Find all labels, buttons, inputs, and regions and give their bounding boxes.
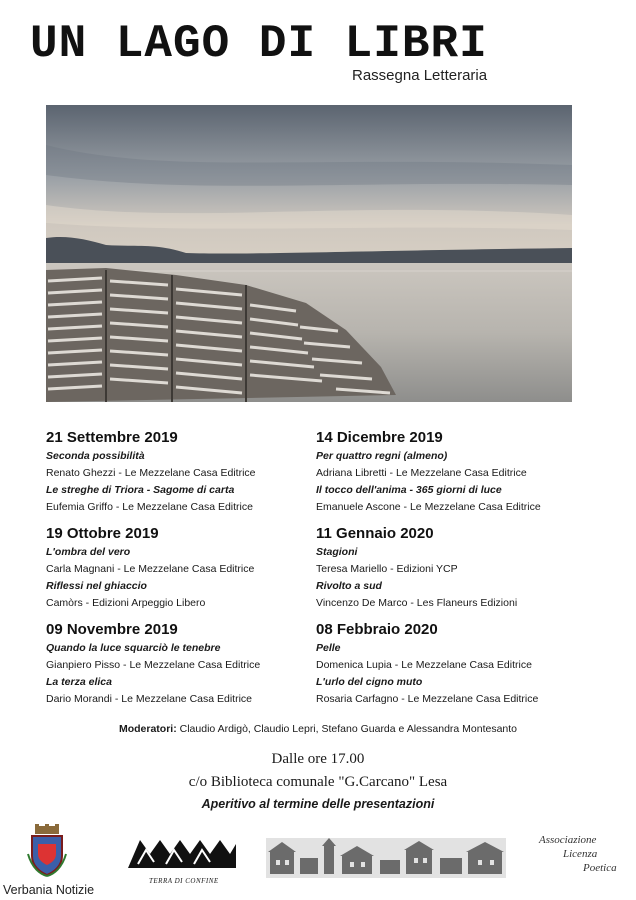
- event-date: 08 Febbraio 2020: [316, 621, 438, 638]
- book-author: Renato Ghezzi - Le Mezzelane Casa Editrice: [46, 467, 256, 479]
- moderators-names: Claudio Ardigò, Claudio Lepri, Stefano Guarda e Alessandra Montesanto: [179, 723, 518, 735]
- assoc-logo-line3: Poetica: [583, 862, 617, 874]
- book-author: Domenica Lupia - Le Mezzelane Casa Editrice: [316, 659, 532, 671]
- terra-di-confine-logo: [126, 834, 238, 875]
- book-author: Emanuele Ascone - Le Mezzelane Casa Editrice: [316, 501, 541, 513]
- events-column-left: [46, 428, 316, 716]
- event-entry: [46, 428, 316, 524]
- event-date: 19 Ottobre 2019: [46, 525, 159, 542]
- book-title: Stagioni: [316, 546, 358, 558]
- book-title: Quando la luce squarciò le tenebre: [46, 642, 221, 654]
- event-venue: c/o Biblioteca comunale "G.Carcano" Lesa: [188, 774, 448, 790]
- event-entry: [46, 620, 316, 716]
- book-author: Rosaria Carfagno - Le Mezzelane Casa Editrice: [316, 693, 539, 705]
- event-entry: [316, 620, 586, 716]
- event-entry: [316, 428, 586, 524]
- assoc-logo-line1: Associazione: [539, 834, 597, 846]
- moderators-line: [0, 723, 636, 735]
- book-author: Gianpiero Pisso - Le Mezzelane Casa Editrice: [46, 659, 261, 671]
- book-title: Le streghe di Triora - Sagome di carta: [46, 484, 235, 496]
- event-entry: [46, 524, 316, 620]
- moderators-label: Moderatori:: [118, 723, 177, 735]
- lake-books-photo: [46, 105, 572, 402]
- aperitivo-note: Aperitivo al termine delle presentazioni: [201, 797, 435, 811]
- poster-subtitle: Rassegna Letteraria: [352, 67, 488, 84]
- event-date: 11 Gennaio 2020: [316, 525, 434, 542]
- book-title: Il tocco dell'anima - 365 giorni di luce: [316, 484, 502, 496]
- associazione-licenza-poetica-logo: [533, 834, 629, 882]
- book-author: Dario Morandi - Le Mezzelane Casa Editrice: [46, 693, 253, 705]
- book-title: L'urlo del cigno muto: [316, 676, 423, 688]
- assoc-logo-line2: Licenza: [563, 848, 598, 860]
- event-time: Dalle ore 17.00: [271, 751, 365, 767]
- poster-title: UN LAGO DI LIBRI: [30, 18, 488, 70]
- book-author: Eufemia Griffo - Le Mezzelane Casa Editrice: [46, 501, 253, 513]
- book-title: Rivolto a sud: [316, 580, 382, 592]
- book-title: La terza elica: [46, 676, 112, 688]
- village-sketch-illustration: [266, 838, 506, 883]
- book-author: Adriana Libretti - Le Mezzelane Casa Editrice: [316, 467, 527, 479]
- book-author: Teresa Mariello - Edizioni YCP: [316, 563, 458, 575]
- book-title: Riflessi nel ghiaccio: [46, 580, 147, 592]
- terra-di-confine-label: TERRA DI CONFINE: [149, 877, 219, 885]
- book-author: Camòrs - Edizioni Arpeggio Libero: [46, 597, 206, 609]
- event-date: 14 Dicembre 2019: [316, 429, 443, 446]
- event-date: 09 Novembre 2019: [46, 621, 178, 638]
- book-author: Vincenzo De Marco - Les Flaneurs Edizioni: [316, 597, 518, 609]
- book-title: Pelle: [316, 642, 341, 654]
- lesa-crest-logo: [26, 824, 68, 883]
- source-credit: Verbania Notizie: [3, 883, 95, 897]
- event-date: 21 Settembre 2019: [46, 429, 178, 446]
- book-author: Carla Magnani - Le Mezzelane Casa Editrice: [46, 563, 255, 575]
- book-title: Seconda possibilità: [46, 450, 145, 462]
- event-entry: [316, 524, 586, 620]
- book-title: L'ombra del vero: [46, 546, 131, 558]
- events-column-right: [316, 428, 586, 716]
- book-title: Per quattro regni (almeno): [316, 450, 448, 462]
